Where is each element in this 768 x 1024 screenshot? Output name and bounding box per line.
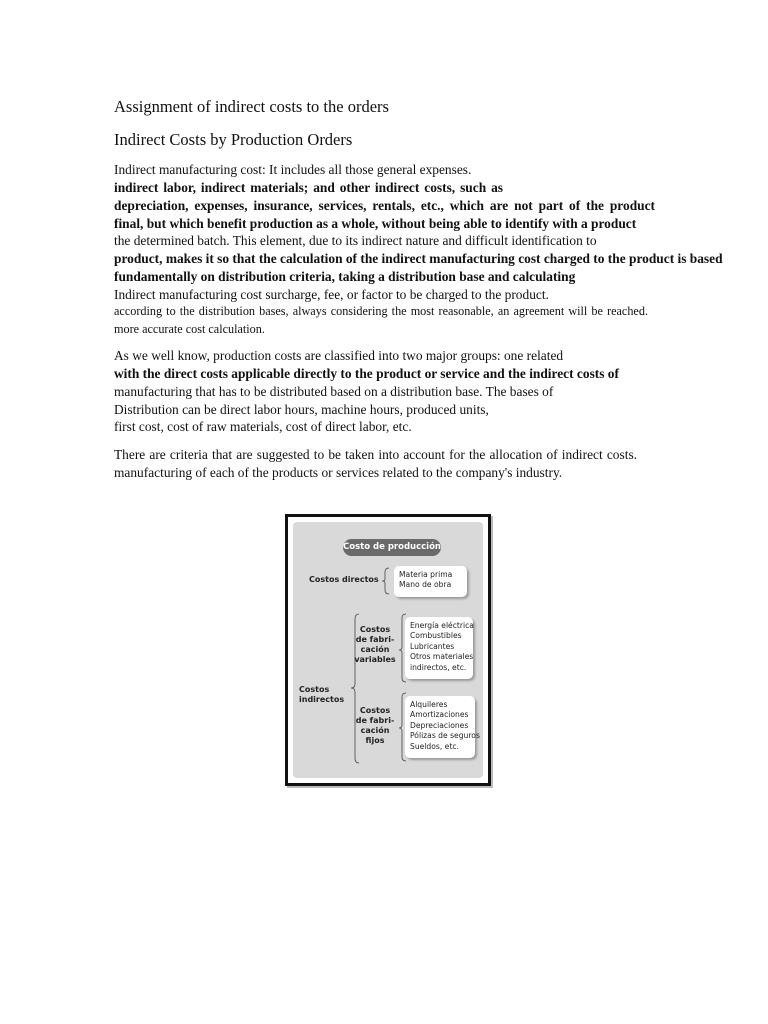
paragraph-1-line: the determined batch. This element, due to its indirect nature and difficult identification to (114, 233, 597, 248)
variable-cost-item: Energía eléctrica (410, 621, 474, 630)
indirect-costs-label-line: indirectos (299, 695, 345, 704)
fixed-cost-item: Sueldos, etc. (410, 741, 459, 751)
fixed-costs-label-line: fijos (365, 736, 385, 745)
paragraph-2-line: manufacturing that has to be distributed based on a distribution base. The bases of (114, 384, 554, 399)
fixed-costs-label-line: de fabri- (355, 716, 395, 725)
document-subtitle: Indirect Costs by Production Orders (114, 130, 353, 149)
variable-costs-label-line: Costos (359, 625, 391, 634)
fixed-cost-item: Alquileres (410, 700, 448, 709)
fixed-costs-box (405, 696, 480, 758)
paragraph-1-line: according to the distribution bases, always considering the most reasonable, an agreement will be reached. (114, 304, 648, 318)
figure-panel (293, 522, 483, 778)
document-title: Assignment of indirect costs to the orders (114, 97, 389, 116)
paragraph-2-line: first cost, cost of raw materials, cost of direct labor, etc. (114, 419, 412, 434)
paragraph-3-line: There are criteria that are suggested to be taken into account for the allocation of indirect costs. (114, 447, 637, 462)
fixed-costs-label-line: Costos (359, 706, 391, 715)
fixed-cost-item: Pólizas de seguros (410, 731, 480, 741)
direct-costs-box (394, 566, 467, 597)
direct-costs-label: Costos directos (309, 575, 379, 584)
fixed-costs-label (353, 706, 397, 746)
production-cost-header: Costo de producción (343, 539, 441, 556)
paragraph-2-line: with the direct costs applicable directly to the product or service and the indirect costs of (114, 366, 619, 381)
paragraph-1-line: product, makes it so that the calculation of the indirect manufacturing cost charged to the product is based (114, 251, 723, 266)
paragraph-1-line: final, but which benefit production as a whole, without being able to identify with a product (114, 216, 637, 231)
variable-cost-item: Combustibles (410, 631, 462, 641)
variable-costs-label-line: de fabri- (355, 635, 395, 644)
variable-costs-label-line: cación (360, 645, 390, 654)
variable-costs-label (353, 625, 397, 665)
paragraph-1-line: Indirect manufacturing cost surcharge, fee, or factor to be charged to the product. (114, 287, 549, 302)
variable-costs-box (405, 617, 473, 679)
cost-classification-figure (285, 514, 491, 786)
indirect-costs-label (299, 685, 344, 705)
paragraph-1-line: indirect labor, indirect materials; and other indirect costs, such as (114, 180, 503, 195)
paragraph-1-line: more accurate cost calculation. (114, 322, 265, 336)
paragraph-1-line: depreciation, expenses, insurance, services, rentals, etc., which are not part of the product (114, 198, 655, 213)
direct-cost-item: Materia prima (399, 570, 453, 579)
direct-cost-item: Mano de obra (399, 580, 452, 590)
paragraph-1-line: Indirect manufacturing cost: It includes all those general expenses. (114, 162, 472, 177)
fixed-cost-item: Depreciaciones (410, 720, 469, 730)
fixed-cost-item: Amortizaciones (410, 710, 469, 720)
variable-cost-item: Lubricantes (410, 641, 455, 651)
variable-costs-label-line: variables (354, 655, 396, 664)
fixed-costs-label-line: cación (360, 726, 390, 735)
paragraph-1-line: fundamentally on distribution criteria, taking a distribution base and calculating (114, 269, 576, 284)
indirect-costs-label-line: Costos (299, 685, 330, 694)
paragraph-2-line: Distribution can be direct labor hours, machine hours, produced units, (114, 402, 489, 417)
variable-cost-item: indirectos, etc. (410, 662, 467, 672)
paragraph-3-line: manufacturing of each of the products or services related to the company's industry. (114, 465, 563, 480)
variable-cost-item: Otros materiales (410, 652, 474, 662)
paragraph-2-line: As we well know, production costs are classified into two major groups: one related (114, 348, 564, 363)
